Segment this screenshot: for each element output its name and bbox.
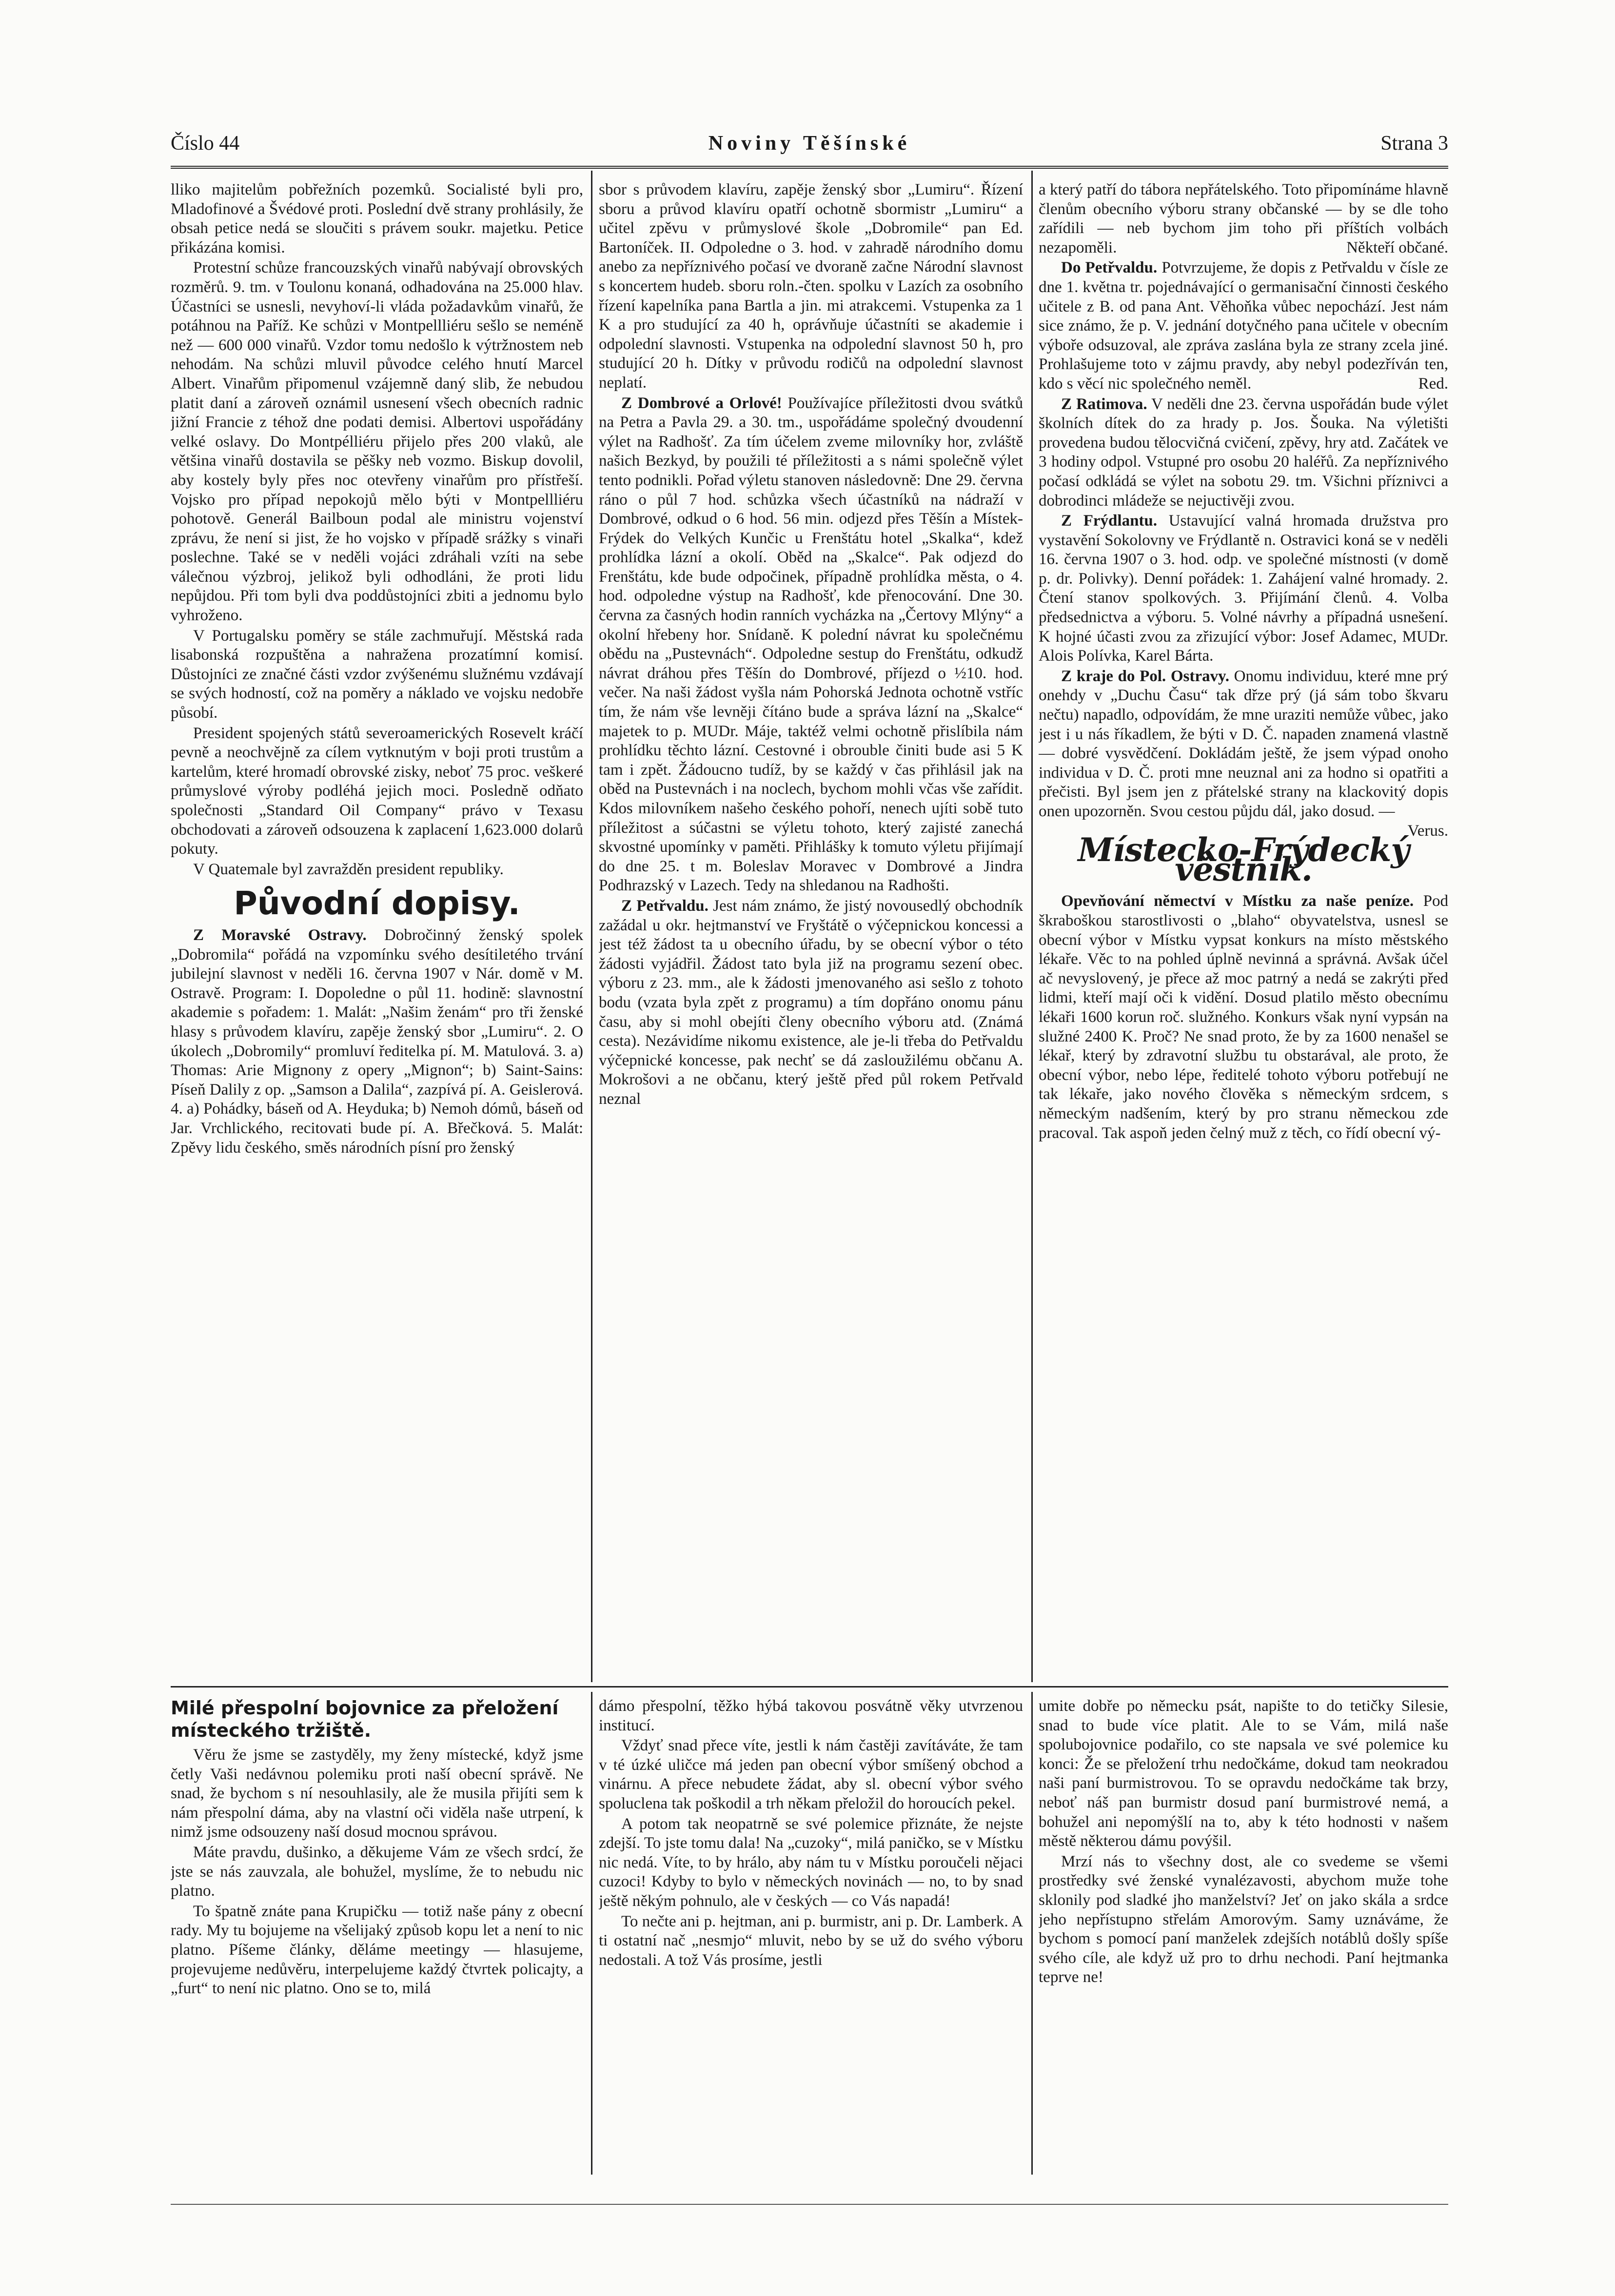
letter-place: Z Ratimova. [1061, 395, 1147, 413]
issue-number: Číslo 44 [171, 132, 240, 155]
bottom-column-2 [599, 1697, 1023, 2179]
letter-place: Z Frýdlantu. [1061, 512, 1158, 530]
section-title: Původní dopisy. [234, 884, 520, 922]
section-title: Místecko-Frýdecký věstník. [1078, 831, 1409, 888]
letter-paragraph [1039, 395, 1448, 511]
article-title: Milé přespolní bojovnice za přeložení místeckého tržiště. [171, 1697, 559, 1741]
letter-paragraph [599, 897, 1023, 1109]
letter-paragraph: sbor s průvodem klavíru, zapěje ženský sbor „Lumiru“. Řízení sboru a průvod klavíru opatří ochotně sbormistr „Lumiru“ a učitel zpěvu v průmyslové škole „Dobromile“ pan Ed. Bartoníček. II. Odpoledne o 3. hod. v zahradě národního domu anebo za nepříznivého počasí ve dvoraně začne Národní slavnost s koncertem hudeb. sboru roln.-čten. spolku v Lazích za osobního řízení kapelníka pana Bartla a jin. mi atrakcemi. Vstupenka za 1 K a pro studující za 40 h, oprávňuje účastníti se akademie i odpolední slavnosti. Vstupenka na odpolední slavnost 50 h, pro studující 20 h. Dítky v průvodu rodičů na odpolední slavnost neplatí. [599, 181, 1023, 392]
bottom-column-3 [1039, 1697, 1448, 2179]
letter-place: Z Petřvaldu. [621, 897, 709, 915]
article-paragraph: Máte pravdu, dušinko, a děkujeme Vám ze všech srdcí, že jste se nás zauvzala, ale bohužel, myslíme, že to nebudu nic platno. [171, 1843, 583, 1900]
letter-text: Ustavující valná hromada družstva pro vystavění Sokolovny ve Frýdlantě n. Ostravici koná se v neděli 16. června 1907 o 3. hod. odp. ve společné místnosti (v domě p. dr. Polivky). Denní pořádek: 1. Zahájení valné hromady. 2. Čtení stanov spolkových. 3. Přijímání členů. 4. Volba předsednictva a výboru. 5. Volné návrhy a případná usnešení. K hojné účasti zvou za zřizující výbor: Josef Adamec, MUDr. Alois Polívka, Karel Bárta. [1039, 512, 1448, 665]
column-2 [599, 180, 1023, 1682]
letter-place: Do Petřvaldu. [1061, 259, 1158, 277]
letter-text: Dobročinný ženský spolek „Dobromila“ pořádá na vzpomínku svého desítiletého trvání jubilejní slavnost v neděli 16. června 1907 v Nár. domě v M. Ostravě. Program: I. Dopoledne o půl 11. hodině: slavnostní akademie s pořadem: 1. Malát: „Našim ženám“ pro tři ženské hlasy s průvodem klavíru, zapěje ženský sbor „Lumiru“. 2. O úkolech „Dobromily“ promluví ředitelka pí. M. Matulová. 3. a) Thomas: Arie Mignony z opery „Mignon“; b) Saint-Sains: Píseň Dalily z op. „Samson a Dalila“, zazpívá pí. A. Geislerová. 4. a) Pohádky, báseň od A. Heyduka; b) Nemoh dómů, báseň od Jar. Vrchlického, recitovati bude pí. A. Břečková. 5. Malát: Zpěvy lidu českého, směs národních písní pro ženský [171, 926, 583, 1157]
newspaper-title: Noviny Těšínské [708, 132, 911, 155]
letter-text: Používajíce příležitosti dvou svátků na Petra a Pavla 29. a 30. tm., uspořádáme společný dvoudenní výlet na Radhošť. Za tím účelem zveme milovníky hor, zvláště našich Bezkyd, by použili té příležitosti a s námi společně výlet tento podnikli. Pořad výletu stanoven následovně: Dne 29. června ráno o půl 7 hod. schůzka všech účastníků na nádraží v Dombrové, odkud o 6 hod. 56 min. odjezd přes Těšín a Místek-Frýdek do Velkých Kunčic u Frenštátu hotel „Skalka“, kdež prohlídka lázní a okolí. Oběd na „Skalce“. Pak odjezd do Frenštátu, kde bude odpočinek, případně prohlídka města, o 4. hod. odpoledne výstup na Radhošť, kde přenocování. Dne 30. června za časných hodin ranních vycházka na „Čertovy Mlýny“ a okolní hřebeny hor. Snídaně. K polední návrat ku společnému obědu na „Pustevnách“. Odpoledne sestup do Frenštátu, odkudž návrat dráhou přes Těšín do Dombrové, příjezd o ½10. hod. večer. Na naši žádost vyšla nám Pohorská Jednota ochotně vstříc tím, že nám vše levněji čítáno bude a správa lázní na „Skalce“ majetek to p. MUDr. Máje, taktéž velmi ochotně přislíbila nám prohlídku těchto lázní. Cestovné i obrouble činiti bude asi 5 K tam i zpět. Žádoucno tudíž, by se každý v čas přihlásil jak na oběd na Pustevnách i na noclech, bychom mohli včas vše zařídit. Kdos milovníkem našeho českého pohoří, nenech ujíti sobě tuto příležitost a súčastni se výletu tohoto, který zajisté zanechá skvostné upomínky v paměti. Přihlášky k tomuto výletu přijímají do dne 25. t m. Boleslav Moravec v Dombrové a Jindra Podhrazský v Lazech. Tedy na shledanou na Radhošti. [599, 394, 1023, 895]
column-divider [1031, 1692, 1033, 2175]
letter-paragraph [1039, 258, 1448, 393]
letter-place: Z kraje do Pol. Ostravy. [1061, 667, 1229, 685]
column-1 [171, 180, 583, 1682]
letter-place: Z Moravské Ostravy. [193, 926, 367, 944]
article-paragraph: Mrzí nás to všechny dost, ale co svedeme se všemi prostředky své ženské vynalézavosti, abychom muže tohe sklonily pod sladké jho manželství? Jeť on jako skála a srdce jeho nepřístupno střelám Amorovým. Samy uznáváme, že bychom s pomocí paní manželek zdejších notáblů došly spíše svého cíle, ale když už pro to drhu nechodi. Paní hejtmanka teprve ne! [1039, 1852, 1448, 1986]
article-paragraph: A potom tak neopatrně se své polemice přiznáte, že nejste zdejší. To jste tomu dala! Na „cuzoky“, milá paničko, se v Místku nic nedá. Víte, to by hrálo, aby nám tu v Místku poroučeli nějaci cuzoci! Kdyby to bylo v německých novinách — no, to by snad ještě někým pohnulo, ale v českých — co Vás napadá! [599, 1815, 1023, 1910]
letter-text: a který patří do tábora nepřátelského. Toto připomínáme hlavně členům obecního výboru strany občanské — by se dle toho zařídili — neb bychom jim toho při příštích volbách nezapoměli. [1039, 181, 1448, 256]
page-number: Strana 3 [1380, 132, 1448, 155]
vestnik-lead: Opevňování němectví v Místku za naše peníze. [1061, 892, 1414, 910]
column-divider [1031, 171, 1033, 1682]
news-paragraph: V Quatemale byl zavražděn president republiky. [193, 860, 504, 878]
news-paragraph: Protestní schůze francouzských vinařů nabývají obrovských rozměrů. 9. tm. v Toulonu konaná, odhadována na 25.000 hlav. Účastníci se usnesli, nevyhoví-li vláda požadavkům vinařů, že potáhnou na Paříž. Ke schůzi v Montpellliéru sešlo se neméně než — 600 000 vinařů. Vzdor tomu nedošlo k výtržnostem neb nehodám. Na schůzi mluvil původce celého hnutí Marcel Albert. Vinařům připomenul vzájemně daný slib, že nebudou platit daní a zároveň oznámil usnesení všech obecních radnic jižní Francie z téhož dne podati demisi. Albertovi uspořádány velké oslavy. Do Montpélliéru přijelo přes 200 vlaků, ale většina vinařů dostavila se pěšky neb vozmo. Biskup dovolil, aby kostely byly přes noc otevřeny vinařům pro přístřeší. Vojsko pro případ nepokojů mělo býti v Montpellliéru pohotově. Generál Bailboun podal ale ministru vojenství zprávu, že není si jist, že ho vojsko v případě srážky s vinaři poslechne. Také se v neděli vojáci zdráhali vzíti na sebe válečnou výzbroj, jelikož byli odhodláni, že proti lidu nepůjdou. Při tom byli dva poddůstojníci zbiti a jednomu bylo vyhroženo. [171, 259, 583, 625]
letter-signature: Někteří občané. [1346, 238, 1448, 256]
column-3 [1039, 180, 1448, 1682]
section-rule [171, 1686, 1448, 1688]
column-divider [591, 1692, 592, 2175]
news-paragraph: President spojených států severoamerických Rosevelt kráčí pevně a neochvějně za cílem vytknutým v boji proti trustům a kartelům, které hromadí obrovské zisky, neboť 75 proc. veškeré průmyslové výroby podléhá jejich moci. Posledně odňato společnosti „Standard Oil Company“ právo v Texasu obchodovati a zároveň odsouzena k zaplacení 1,623.000 dolarů pokuty. [171, 724, 583, 858]
letter-signature: Red. [1418, 374, 1448, 392]
letter-text: Onomu individuu, které mne prý onehdy v „Duchu Času“ tak dřze prý (já sám tobo škvaru nečtu) napadlo, odpovídám, že mne uraziti nemůže vůbec, jako jest i u nás říkadlem, že býti v D. Č. napaden znamená vlastně — dobré vysvědčení. Dokládám ještě, že jsem výpad onoho individua v D. Č. proti mne neuznal ani za hodno si opatřiti a přečisti. Byl jsem jen z přátelské strany na klackovitý dopis onen upozorněn. Svou cestou půjdu dál, jako dosud. — [1039, 667, 1448, 820]
article-paragraph: Vždyť snad přece víte, jestli k nám častěji zavítáváte, že tam v té úzké uličce má jeden pan obecní výbor smíšený obchod a vinárnu. A přece nebudete žádat, aby sl. obecní výbor svého spoluclena tak poškodil a trh někam přeložil do horoucích pekel. [599, 1737, 1023, 1812]
letter-paragraph [171, 926, 583, 1158]
article-paragraph: To nečte ani p. hejtman, ani p. burmistr, ani p. Dr. Lamberk. A ti ostatní nač „nesmjo“ mluvit, nebo by se už do svého výboru nedostali. A tož Vás prosíme, jestli [599, 1912, 1023, 1969]
news-paragraph: lliko majitelům pobřežních pozemků. Socialisté byli pro, Mladofinové a Švédové proti. Poslední dvě strany prohlásily, že obsah petice nedá se sloučiti s právem soukr. majetku. Petice přikázána komisi. [171, 181, 583, 256]
article-paragraph: umite dobře po německu psát, napište to do tetičky Silesie, snad to bude více platit. Ale to se Vám, milá naše spolubojovnice podařilo, co ste napsala ve své polemice ku konci: Že se přeložení trhu nedočkáme, dokud tam neokradou naši paní burmistrovou. To se opravdu nedočkáme tak brzy, neboť náš pan burmistr dosud paní burmistrové nemá, a bohužel ani nepomýšlí na to, aby k této hodnosti v našem městě některou dámu povýšil. [1039, 1697, 1448, 1850]
letter-paragraph [1039, 667, 1448, 840]
bottom-column-1 [171, 1697, 583, 2179]
vestnik-paragraph [1039, 892, 1448, 1143]
letter-text: Potvrzujeme, že dopis z Petřvaldu v čísle ze dne 1. května tr. pojednávající o germanisační činnosti českého učitele z B. od pana Ant. Věhoňka vůbec nepochází. Jest nám sice známo, že p. V. jednání dotyčného pana učitele v obecním výboře odsuzoval, ale zpráva zaslána byla ze strany zcela jiné. Prohlašujeme toto v zájmu pravdy, aby nebyl podezříván ten, kdo s věcí nic společného neměl. [1039, 259, 1448, 392]
letter-paragraph [1039, 180, 1448, 257]
article-paragraph: To špatně znáte pana Krupičku — totiž naše pány z obecní rady. My tu bojujeme na všelijaký způsob kopu let a není to nic platno. Píšeme články, děláme meetingy — hlasujeme, projevujeme nedůvěru, interpelujeme každý čtvrtek policajty, a „furt“ to není nic platno. Ono se to, milá [171, 1902, 583, 1998]
article-paragraph: Věru že jsme se zastyděly, my ženy místecké, když jsme četly Vaši nedávnou polemiku proti naší obecní správě. Ne snad, že bychom s ní nesouhlasily, ale že musila přijíti sem k nám přespolní dáma, aby na vlastní oči viděla naše utrpení, k nimž jsme odsouzeny naší dosud mocnou správou. [171, 1746, 583, 1841]
article-paragraph: dámo přespolní, těžko hýbá takovou posvátně věky utvrzenou institucí. [599, 1697, 1023, 1734]
letter-signature: Verus. [1407, 822, 1448, 840]
page-bottom-rule [171, 2204, 1448, 2205]
letter-paragraph [1039, 511, 1448, 666]
column-divider [591, 171, 592, 1682]
letter-place: Z Dombrové a Orlové! [621, 394, 782, 412]
letter-paragraph [599, 394, 1023, 896]
letter-text: V neděli dne 23. června uspořádán bude výlet školních dítek do za hrady p. Jos. Šouka. Na výletišti provedena budou tělocvičná cvičení, zpěvy, hry atd. Začátek ve 3 hodiny odpol. Vstupné pro osobu 20 haléřů. Za nepříznivého počasí odkládá se výlet na sobotu 29. tm. Všichni příznivci a dobrodinci mládeže se nejuctivěji zvou. [1039, 395, 1448, 510]
page-header [171, 132, 1448, 161]
header-rule [171, 166, 1448, 169]
letter-text: Jest nám známo, že jistý novousedlý obchodník zažádal u okr. hejtmanství ve Fryštátě o výčepnickou koncessi a jest též žádost ta u obecního úřadu, by se obecní výbor o této žádosti vyjádřil. Žádost tato byla již na programu sezení obec. výboru z 23. mm., ale k žádosti jmenovaného asi sešlo z tohoto bodu (vzata byla zpět z programu) a tím dopřáno onomu pánu času, aby si mohl obejíti členy obecního výboru atd. (Známá cesta). Nezávidíme nikomu existence, ale je-li třeba do Petřvaldu výčepnické koncesse, pak nechť se dá zasloužilému občanu A. Mokrošovi a ne občanu, který ještě před půl rokem Petřvald neznal [599, 897, 1023, 1108]
vestnik-text: Pod škraboškou starostlivosti o „blaho“ obyvatelstva, usnesl se obecní výbor v Místku vypsat konkurs na místo městského lékaře. Věc to na pohled úplně nevinná a správná. Avšak účel ač nevyslovený, je přece až moc patrný a nedá se zakrýti před lidmi, kteří mají oči k vidění. Dosud platilo město obecnímu lékaři 1600 korun roč. služného. Konkurs však nyní vypsán na služné 2400 K. Proč? Ne snad proto, že by za 1600 nenašel se lékař, který by zdravotní službu tu obstarával, ale proto, že obecní výbor, nebo lépe, ředitelé tohoto výboru potřebují ne tak lékaře, jako nového člověka s německým srdcem, s německým nadšením, který by pro stranu německou zde pracoval. Tak aspoň jeden čelný muž z těch, co řídí obecní vý- [1039, 892, 1448, 1142]
news-paragraph: V Portugalsku poměry se stále zachmuřují. Městská rada lisabonská rozpuštěna a nahražena prozatímní komisí. Důstojníci ze značné části vzdor zvýšenému služnému vzdávají se svých hodností, což na poměry a náklado ve vojsku nedobře působí. [171, 627, 583, 722]
